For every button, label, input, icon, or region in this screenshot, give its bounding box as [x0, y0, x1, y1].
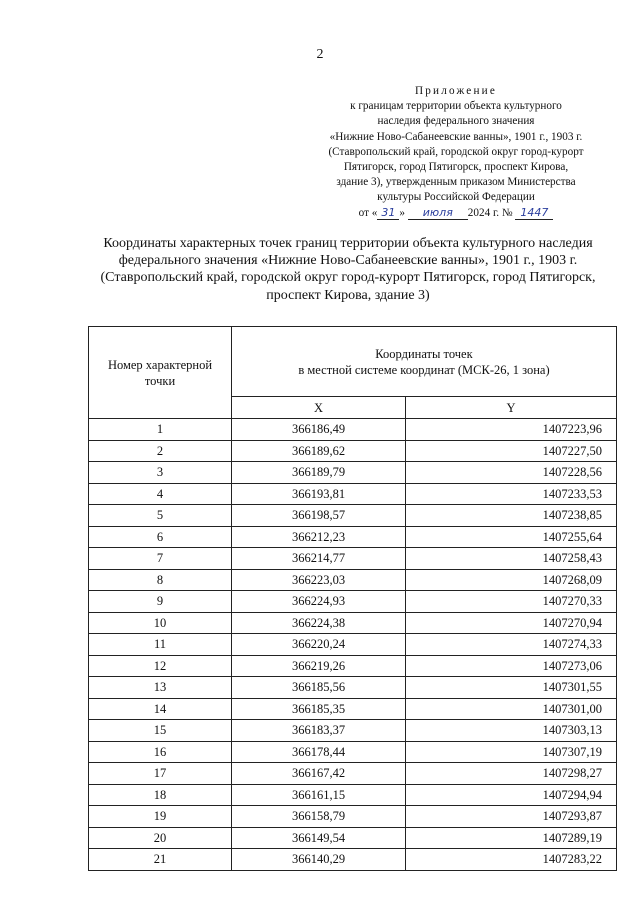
table-row: [89, 806, 617, 828]
point-number: 19: [89, 806, 232, 828]
coord-x: 366219,26: [232, 655, 406, 677]
header-point-number: [89, 327, 232, 419]
coord-y: 1407303,13: [406, 720, 617, 742]
date-prefix: от «: [358, 206, 378, 219]
coord-y: 1407238,85: [406, 505, 617, 527]
coord-y: 1407270,94: [406, 612, 617, 634]
point-number: 17: [89, 763, 232, 785]
table-row: [89, 612, 617, 634]
title-line: федерального значения «Нижние Ново-Сабанеевские ванны», 1901 г., 1903 г.: [118, 253, 578, 269]
table-row: [89, 655, 617, 677]
coord-y: 1407270,33: [406, 591, 617, 613]
table-row: [89, 440, 617, 462]
table-row: [89, 634, 617, 656]
point-number: 14: [89, 698, 232, 720]
coord-y: 1407293,87: [406, 806, 617, 828]
table-row: [89, 763, 617, 785]
coord-y: 1407228,56: [406, 462, 617, 484]
point-number: 1: [89, 419, 232, 441]
coord-y: 1407301,00: [406, 698, 617, 720]
coord-y: 1407258,43: [406, 548, 617, 570]
coord-x: 366178,44: [232, 741, 406, 763]
coord-y: 1407301,55: [406, 677, 617, 699]
point-number: 6: [89, 526, 232, 548]
document-title: [80, 235, 616, 304]
point-number: 2: [89, 440, 232, 462]
coord-x: 366189,62: [232, 440, 406, 462]
header-x: X: [232, 397, 406, 419]
coord-x: 366189,79: [232, 462, 406, 484]
coord-x: 366223,03: [232, 569, 406, 591]
point-number: 13: [89, 677, 232, 699]
appendix-line: Пятигорск, город Пятигорск, проспект Кирова,: [343, 161, 569, 174]
header-coordinates-line1: Координаты точек: [375, 346, 473, 361]
coord-x: 366224,38: [232, 612, 406, 634]
header-coordinates-line2: в местной системе координат (МСК-26, 1 зона): [298, 362, 550, 377]
table-row: [89, 483, 617, 505]
appendix-line: наследия федерального значения: [377, 115, 535, 128]
table-row: [89, 849, 617, 871]
title-line: проспект Кирова, здание 3): [266, 287, 430, 303]
coordinates-table-body: [89, 419, 617, 871]
date-quote-close: »: [399, 206, 405, 219]
point-number: 16: [89, 741, 232, 763]
point-number: 20: [89, 827, 232, 849]
coord-x: 366140,29: [232, 849, 406, 871]
approval-date-line: [300, 206, 612, 221]
coord-y: 1407283,22: [406, 849, 617, 871]
coordinates-table: [88, 326, 617, 871]
coord-y: 1407289,19: [406, 827, 617, 849]
coord-y: 1407223,96: [406, 419, 617, 441]
header-coordinates: [232, 327, 617, 397]
coord-x: 366185,35: [232, 698, 406, 720]
table-row: [89, 591, 617, 613]
table-row: [89, 827, 617, 849]
coord-y: 1407294,94: [406, 784, 617, 806]
handwritten-order-number: 1447: [515, 207, 553, 220]
point-number: 7: [89, 548, 232, 570]
table-row: [89, 720, 617, 742]
point-number: 8: [89, 569, 232, 591]
appendix-block: [300, 84, 612, 221]
table-row: [89, 505, 617, 527]
coord-x: 366214,77: [232, 548, 406, 570]
table-row: [89, 548, 617, 570]
point-number: 5: [89, 505, 232, 527]
point-number: 9: [89, 591, 232, 613]
point-number: 15: [89, 720, 232, 742]
coord-y: 1407255,64: [406, 526, 617, 548]
handwritten-day: 31: [377, 207, 399, 220]
header-y: Y: [406, 397, 617, 419]
table-row: [89, 419, 617, 441]
coord-x: 366193,81: [232, 483, 406, 505]
table-row: [89, 784, 617, 806]
coord-x: 366161,15: [232, 784, 406, 806]
table-row: [89, 462, 617, 484]
page-number: 2: [316, 47, 324, 62]
coord-y: 1407268,09: [406, 569, 617, 591]
coord-y: 1407274,33: [406, 634, 617, 656]
title-line: Координаты характерных точек границ территории объекта культурного наследия: [103, 236, 593, 251]
title-line: (Ставропольский край, городской округ город-курорт Пятигорск, город Пятигорск,: [100, 270, 596, 286]
appendix-line: к границам территории объекта культурного: [350, 100, 562, 113]
table-row: [89, 677, 617, 699]
table-row: [89, 569, 617, 591]
point-number: 12: [89, 655, 232, 677]
coord-y: 1407227,50: [406, 440, 617, 462]
coord-y: 1407298,27: [406, 763, 617, 785]
point-number: 3: [89, 462, 232, 484]
coord-x: 366186,49: [232, 419, 406, 441]
appendix-line: (Ставропольский край, городской округ город-курорт: [328, 145, 584, 158]
appendix-heading: Приложение: [414, 85, 498, 97]
coord-x: 366149,54: [232, 827, 406, 849]
appendix-line: «Нижние Ново-Сабанеевские ванны», 1901 г., 1903 г.: [329, 130, 583, 143]
date-year: 2024 г. №: [467, 206, 513, 219]
point-number: 10: [89, 612, 232, 634]
appendix-line: культуры Российской Федерации: [377, 191, 535, 204]
coord-x: 366212,23: [232, 526, 406, 548]
table-row: [89, 526, 617, 548]
appendix-line: здание 3), утвержденным приказом Министерства: [336, 176, 576, 189]
coord-x: 366158,79: [232, 806, 406, 828]
coord-y: 1407273,06: [406, 655, 617, 677]
point-number: 4: [89, 483, 232, 505]
point-number: 21: [89, 849, 232, 871]
coord-y: 1407307,19: [406, 741, 617, 763]
table-row: [89, 698, 617, 720]
coord-y: 1407233,53: [406, 483, 617, 505]
coord-x: 366167,42: [232, 763, 406, 785]
coord-x: 366185,56: [232, 677, 406, 699]
coord-x: 366220,24: [232, 634, 406, 656]
coord-x: 366224,93: [232, 591, 406, 613]
coord-x: 366183,37: [232, 720, 406, 742]
header-point-number-text: Номер характерной точки: [107, 357, 213, 388]
point-number: 11: [89, 634, 232, 656]
point-number: 18: [89, 784, 232, 806]
coord-x: 366198,57: [232, 505, 406, 527]
handwritten-month: июля: [408, 207, 468, 220]
table-row: [89, 741, 617, 763]
